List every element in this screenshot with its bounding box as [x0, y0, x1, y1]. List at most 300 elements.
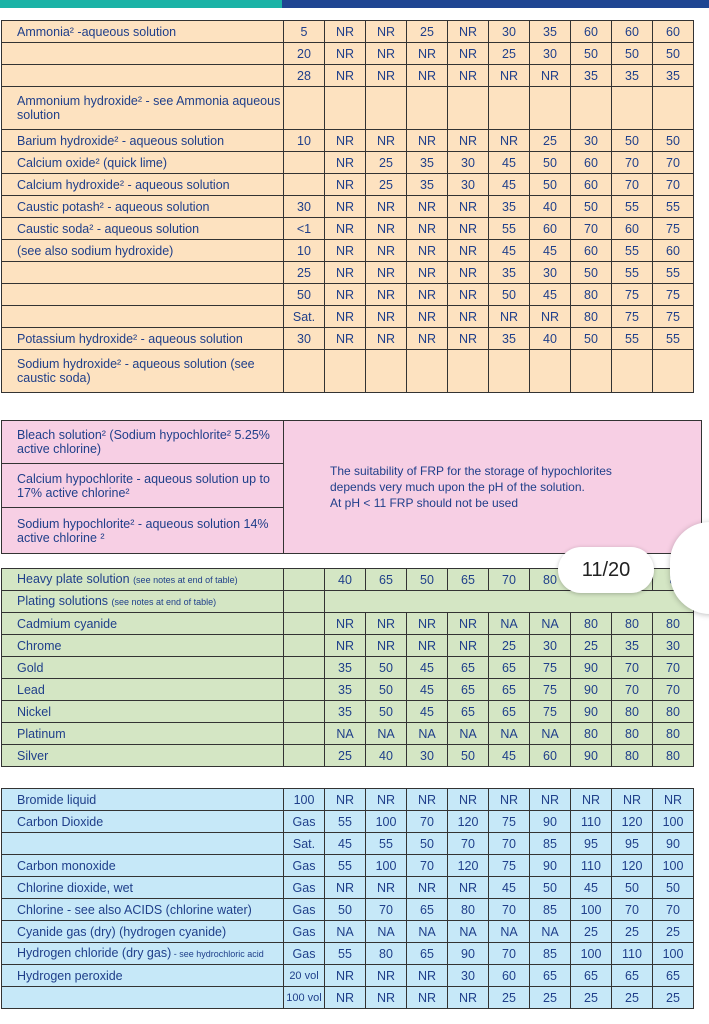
chemical-name: [2, 943, 284, 965]
chemical-name: [2, 899, 284, 921]
value-cell: 60: [612, 21, 653, 43]
value-cell: 50: [612, 43, 653, 65]
value-cell: NR: [448, 240, 489, 262]
value-cell: 40: [530, 328, 571, 350]
concentration-cell: <1: [284, 218, 325, 240]
value-cell: NR: [366, 240, 407, 262]
chemical-name: [2, 833, 284, 855]
value-cell: NR: [325, 218, 366, 240]
value-cell: 100: [571, 943, 612, 965]
value-cell: NR: [407, 240, 448, 262]
hypochlorite-note-line: At pH < 11 FRP should not be used: [330, 496, 519, 510]
value-cell: 80: [571, 613, 612, 635]
value-cell: [489, 350, 530, 393]
value-cell: 35: [325, 701, 366, 723]
value-cell: 35: [653, 65, 694, 87]
value-span-cell: [325, 591, 694, 613]
value-cell: 50: [530, 174, 571, 196]
value-cell: 70: [653, 899, 694, 921]
value-cell: [653, 350, 694, 393]
hypochlorite-row-2: Sodium hypochlorite² - aqueous solution 14% active chlorine ²: [2, 508, 284, 554]
plating-heavy-note: (see notes at end of table): [133, 575, 238, 585]
value-cell: 45: [407, 701, 448, 723]
concentration-cell: [284, 591, 325, 613]
value-cell: 65: [571, 965, 612, 987]
concentration-cell: Gas: [284, 943, 325, 965]
hypochlorite-row-0: Bleach solution² (Sodium hypochlorite² 5.25% active chlorine): [2, 421, 284, 464]
value-cell: NR: [366, 613, 407, 635]
plating-header-label: Plating solutions: [17, 594, 109, 608]
value-cell: NR: [448, 284, 489, 306]
value-cell: 70: [653, 657, 694, 679]
value-cell: 45: [407, 657, 448, 679]
table-row: [2, 657, 694, 679]
value-cell: 85: [530, 833, 571, 855]
value-cell: 35: [489, 328, 530, 350]
chemical-name: [2, 877, 284, 899]
value-cell: 75: [530, 657, 571, 679]
value-cell: 70: [612, 899, 653, 921]
value-cell: NR: [448, 218, 489, 240]
value-cell: 50: [653, 130, 694, 152]
value-cell: 30: [571, 130, 612, 152]
chemical-name: Sodium hydroxide² - aqueous solution (see caustic soda): [2, 350, 284, 393]
value-cell: NR: [530, 789, 571, 811]
value-cell: NA: [530, 723, 571, 745]
value-cell: 30: [448, 152, 489, 174]
hypochlorite-note-line: The suitability of FRP for the storage of hypochlorites: [330, 464, 612, 478]
value-cell: 80: [571, 723, 612, 745]
value-cell: 25: [571, 921, 612, 943]
table-row: [2, 65, 694, 87]
value-cell: NR: [407, 965, 448, 987]
value-cell: 120: [448, 855, 489, 877]
value-cell: 55: [612, 262, 653, 284]
value-cell: NR: [407, 43, 448, 65]
value-cell: 55: [325, 943, 366, 965]
value-cell: 45: [489, 745, 530, 767]
value-cell: NR: [407, 635, 448, 657]
value-cell: [653, 87, 694, 130]
value-cell: 25: [325, 745, 366, 767]
value-cell: NR: [325, 65, 366, 87]
value-cell: 90: [653, 833, 694, 855]
value-cell: 30: [530, 262, 571, 284]
value-cell: NR: [407, 987, 448, 1009]
value-cell: 50: [571, 196, 612, 218]
value-cell: 35: [612, 635, 653, 657]
concentration-cell: 30: [284, 328, 325, 350]
value-cell: 25: [571, 987, 612, 1009]
value-cell: NR: [366, 130, 407, 152]
value-cell: 70: [407, 855, 448, 877]
value-cell: 30: [530, 635, 571, 657]
value-cell: 55: [325, 855, 366, 877]
table-row: [2, 87, 694, 130]
table-row: [2, 635, 694, 657]
value-cell: 60: [530, 745, 571, 767]
value-cell: NR: [325, 965, 366, 987]
concentration-cell: 10: [284, 130, 325, 152]
hypochlorites-table: [1, 420, 702, 554]
chemical-name: Calcium hydroxide² - aqueous solution: [2, 174, 284, 196]
concentration-cell: [284, 745, 325, 767]
value-cell: 65: [448, 701, 489, 723]
concentration-cell: [284, 657, 325, 679]
value-cell: NR: [325, 152, 366, 174]
value-cell: NR: [366, 262, 407, 284]
value-cell: NA: [489, 723, 530, 745]
value-cell: 45: [489, 174, 530, 196]
gases-table: [1, 788, 694, 1009]
concentration-cell: 20: [284, 43, 325, 65]
chemical-name: Potassium hydroxide² - aqueous solution: [2, 328, 284, 350]
page-indicator: 11/20: [558, 547, 654, 593]
value-cell: [448, 350, 489, 393]
value-cell: 60: [489, 965, 530, 987]
chemical-name: Cadmium cyanide: [2, 613, 284, 635]
concentration-cell: Gas: [284, 899, 325, 921]
value-cell: 60: [612, 218, 653, 240]
table-row: [2, 965, 694, 987]
value-cell: NR: [407, 306, 448, 328]
value-cell: 55: [366, 833, 407, 855]
table-row: [2, 679, 694, 701]
value-cell: 55: [325, 811, 366, 833]
chemical-name: Calcium oxide² (quick lime): [2, 152, 284, 174]
value-cell: 25: [653, 921, 694, 943]
value-cell: 75: [612, 284, 653, 306]
value-cell: 80: [653, 613, 694, 635]
value-cell: 75: [530, 679, 571, 701]
value-cell: 50: [325, 899, 366, 921]
concentration-cell: Gas: [284, 811, 325, 833]
value-cell: 80: [366, 943, 407, 965]
value-cell: 90: [571, 679, 612, 701]
value-cell: 50: [366, 679, 407, 701]
value-cell: NA: [366, 723, 407, 745]
value-cell: 45: [530, 240, 571, 262]
value-cell: NA: [325, 921, 366, 943]
value-cell: [571, 350, 612, 393]
value-cell: 80: [571, 306, 612, 328]
table-row: [2, 262, 694, 284]
value-cell: 45: [489, 877, 530, 899]
chemical-name: [2, 789, 284, 811]
value-cell: 60: [571, 240, 612, 262]
value-cell: 90: [448, 943, 489, 965]
value-cell: NR: [325, 43, 366, 65]
plating-header-note: (see notes at end of table): [111, 597, 217, 607]
value-cell: 35: [489, 196, 530, 218]
value-cell: 25: [530, 130, 571, 152]
value-cell: NR: [407, 196, 448, 218]
value-cell: 80: [653, 701, 694, 723]
value-cell: 50: [448, 745, 489, 767]
value-cell: 30: [448, 174, 489, 196]
concentration-cell: 28: [284, 65, 325, 87]
value-cell: 40: [325, 569, 366, 591]
value-cell: 65: [448, 657, 489, 679]
value-cell: 70: [489, 899, 530, 921]
value-cell: 65: [489, 701, 530, 723]
concentration-cell: 50: [284, 284, 325, 306]
value-cell: [530, 350, 571, 393]
chemical-name: Barium hydroxide² - aqueous solution: [2, 130, 284, 152]
value-cell: NR: [325, 328, 366, 350]
value-cell: NR: [489, 130, 530, 152]
value-cell: 35: [325, 679, 366, 701]
concentration-cell: Gas: [284, 877, 325, 899]
value-cell: 80: [530, 569, 571, 591]
value-cell: 100: [571, 899, 612, 921]
chemical-name: (see also sodium hydroxide): [2, 240, 284, 262]
value-cell: 70: [571, 218, 612, 240]
value-cell: NR: [366, 218, 407, 240]
value-cell: 90: [571, 745, 612, 767]
value-cell: NA: [489, 921, 530, 943]
value-cell: [325, 350, 366, 393]
value-cell: 75: [612, 306, 653, 328]
value-cell: 70: [489, 833, 530, 855]
concentration-cell: 100 vol: [284, 987, 325, 1009]
value-cell: 30: [407, 745, 448, 767]
value-cell: NR: [366, 306, 407, 328]
value-cell: NA: [530, 613, 571, 635]
value-cell: 120: [448, 811, 489, 833]
value-cell: NA: [530, 921, 571, 943]
value-cell: 80: [612, 745, 653, 767]
value-cell: 25: [612, 987, 653, 1009]
table-row: [2, 811, 694, 833]
chemical-name-text: Carbon monoxide: [17, 858, 116, 873]
table-row: [2, 899, 694, 921]
value-cell: 100: [366, 855, 407, 877]
value-cell: 45: [325, 833, 366, 855]
chemical-name: Ammonia² -aqueous solution: [2, 21, 284, 43]
value-cell: 65: [489, 679, 530, 701]
chemical-name-text: Carbon Dioxide: [17, 814, 104, 829]
hypochlorite-note-line: depends very much upon the pH of the solution.: [330, 480, 585, 494]
concentration-cell: 100: [284, 789, 325, 811]
value-cell: 40: [366, 745, 407, 767]
value-cell: [325, 87, 366, 130]
value-cell: NR: [489, 789, 530, 811]
value-cell: NA: [366, 921, 407, 943]
value-cell: NR: [653, 789, 694, 811]
chemical-name: Silver: [2, 745, 284, 767]
value-cell: NR: [571, 789, 612, 811]
concentration-cell: [284, 635, 325, 657]
value-cell: NA: [448, 921, 489, 943]
value-cell: 35: [489, 262, 530, 284]
value-cell: 50: [407, 833, 448, 855]
value-cell: 30: [489, 21, 530, 43]
value-cell: 65: [653, 965, 694, 987]
value-cell: 50: [571, 262, 612, 284]
chemical-name: Platinum: [2, 723, 284, 745]
chemical-name: Nickel: [2, 701, 284, 723]
value-cell: NR: [489, 65, 530, 87]
concentration-cell: [284, 174, 325, 196]
value-cell: 55: [653, 262, 694, 284]
table-row: [2, 987, 694, 1009]
concentration-cell: 5: [284, 21, 325, 43]
table-row: [2, 921, 694, 943]
chemical-name: Caustic soda² - aqueous solution: [2, 218, 284, 240]
chemical-name-text: Hydrogen chloride (dry gas): [17, 946, 172, 960]
chemical-name: Caustic potash² - aqueous solution: [2, 196, 284, 218]
value-cell: NR: [407, 65, 448, 87]
value-cell: 50: [571, 328, 612, 350]
value-cell: NR: [530, 65, 571, 87]
value-cell: [448, 87, 489, 130]
value-cell: NR: [448, 987, 489, 1009]
value-cell: 45: [407, 679, 448, 701]
value-cell: [612, 350, 653, 393]
value-cell: 65: [448, 569, 489, 591]
value-cell: NR: [448, 613, 489, 635]
value-cell: 35: [325, 657, 366, 679]
value-cell: [530, 87, 571, 130]
value-cell: [489, 87, 530, 130]
value-cell: 60: [571, 152, 612, 174]
value-cell: 25: [530, 987, 571, 1009]
top-bar-teal: [0, 0, 282, 8]
concentration-cell: [284, 350, 325, 393]
table-row: [2, 613, 694, 635]
value-cell: [612, 87, 653, 130]
value-cell: NR: [448, 43, 489, 65]
table-row: [2, 877, 694, 899]
value-cell: 50: [612, 877, 653, 899]
value-cell: 90: [530, 855, 571, 877]
value-cell: 65: [448, 679, 489, 701]
value-cell: [407, 350, 448, 393]
chemical-name: [2, 284, 284, 306]
value-cell: NR: [366, 965, 407, 987]
value-cell: 45: [530, 284, 571, 306]
value-cell: 25: [366, 152, 407, 174]
chemical-name: [2, 306, 284, 328]
top-color-bar: [0, 0, 709, 8]
value-cell: NR: [325, 877, 366, 899]
value-cell: 75: [530, 701, 571, 723]
value-cell: 65: [612, 965, 653, 987]
value-cell: [366, 350, 407, 393]
chemical-name: [2, 987, 284, 1009]
value-cell: 90: [571, 701, 612, 723]
value-cell: 75: [653, 218, 694, 240]
value-cell: NA: [489, 613, 530, 635]
value-cell: 75: [653, 306, 694, 328]
value-cell: NR: [448, 65, 489, 87]
value-cell: 35: [530, 21, 571, 43]
value-cell: NA: [325, 723, 366, 745]
value-cell: NR: [407, 877, 448, 899]
value-cell: 70: [612, 174, 653, 196]
value-cell: 60: [571, 174, 612, 196]
value-cell: 50: [489, 284, 530, 306]
concentration-cell: 30: [284, 196, 325, 218]
value-cell: 65: [407, 943, 448, 965]
value-cell: 85: [530, 899, 571, 921]
value-cell: 50: [530, 152, 571, 174]
value-cell: 55: [612, 328, 653, 350]
value-cell: 80: [571, 284, 612, 306]
value-cell: 25: [489, 43, 530, 65]
value-cell: NR: [489, 306, 530, 328]
value-cell: 25: [612, 921, 653, 943]
top-bar-navy: [282, 0, 709, 8]
value-cell: 70: [653, 679, 694, 701]
value-cell: 80: [448, 899, 489, 921]
concentration-cell: [284, 701, 325, 723]
value-cell: 70: [489, 943, 530, 965]
chemical-name: Ammonium hydroxide² - see Ammonia aqueous solution: [2, 87, 284, 130]
value-cell: NR: [448, 196, 489, 218]
value-cell: [366, 87, 407, 130]
value-cell: NR: [448, 328, 489, 350]
value-cell: NR: [366, 877, 407, 899]
value-cell: 70: [612, 657, 653, 679]
value-cell: 80: [653, 723, 694, 745]
concentration-cell: Gas: [284, 921, 325, 943]
value-cell: 50: [407, 569, 448, 591]
value-cell: NR: [407, 130, 448, 152]
value-cell: NR: [325, 635, 366, 657]
value-cell: NR: [325, 987, 366, 1009]
value-cell: NR: [325, 240, 366, 262]
value-cell: 70: [612, 152, 653, 174]
chemical-name: Lead: [2, 679, 284, 701]
value-cell: NR: [612, 789, 653, 811]
value-cell: 50: [366, 701, 407, 723]
alkalis-table: [1, 20, 694, 393]
concentration-cell: [284, 87, 325, 130]
chemical-name: Chrome: [2, 635, 284, 657]
value-cell: NR: [448, 877, 489, 899]
value-cell: 25: [489, 987, 530, 1009]
value-cell: 110: [571, 811, 612, 833]
value-cell: NR: [448, 306, 489, 328]
value-cell: 110: [612, 943, 653, 965]
value-cell: 100: [366, 811, 407, 833]
value-cell: NR: [325, 306, 366, 328]
value-cell: 95: [571, 833, 612, 855]
value-cell: 50: [571, 43, 612, 65]
value-cell: 40: [530, 196, 571, 218]
concentration-cell: [284, 569, 325, 591]
value-cell: 35: [407, 152, 448, 174]
table-row: [2, 152, 694, 174]
chemical-name: [2, 921, 284, 943]
concentration-cell: [284, 723, 325, 745]
value-cell: NR: [325, 789, 366, 811]
value-cell: NR: [407, 789, 448, 811]
value-cell: NR: [448, 789, 489, 811]
value-cell: 70: [407, 811, 448, 833]
value-cell: NR: [407, 613, 448, 635]
value-cell: 45: [489, 240, 530, 262]
chemical-name: [2, 43, 284, 65]
table-row: [2, 240, 694, 262]
value-cell: NA: [448, 723, 489, 745]
value-cell: NR: [366, 196, 407, 218]
concentration-cell: 20 vol: [284, 965, 325, 987]
table-row: [2, 196, 694, 218]
value-cell: 70: [366, 899, 407, 921]
